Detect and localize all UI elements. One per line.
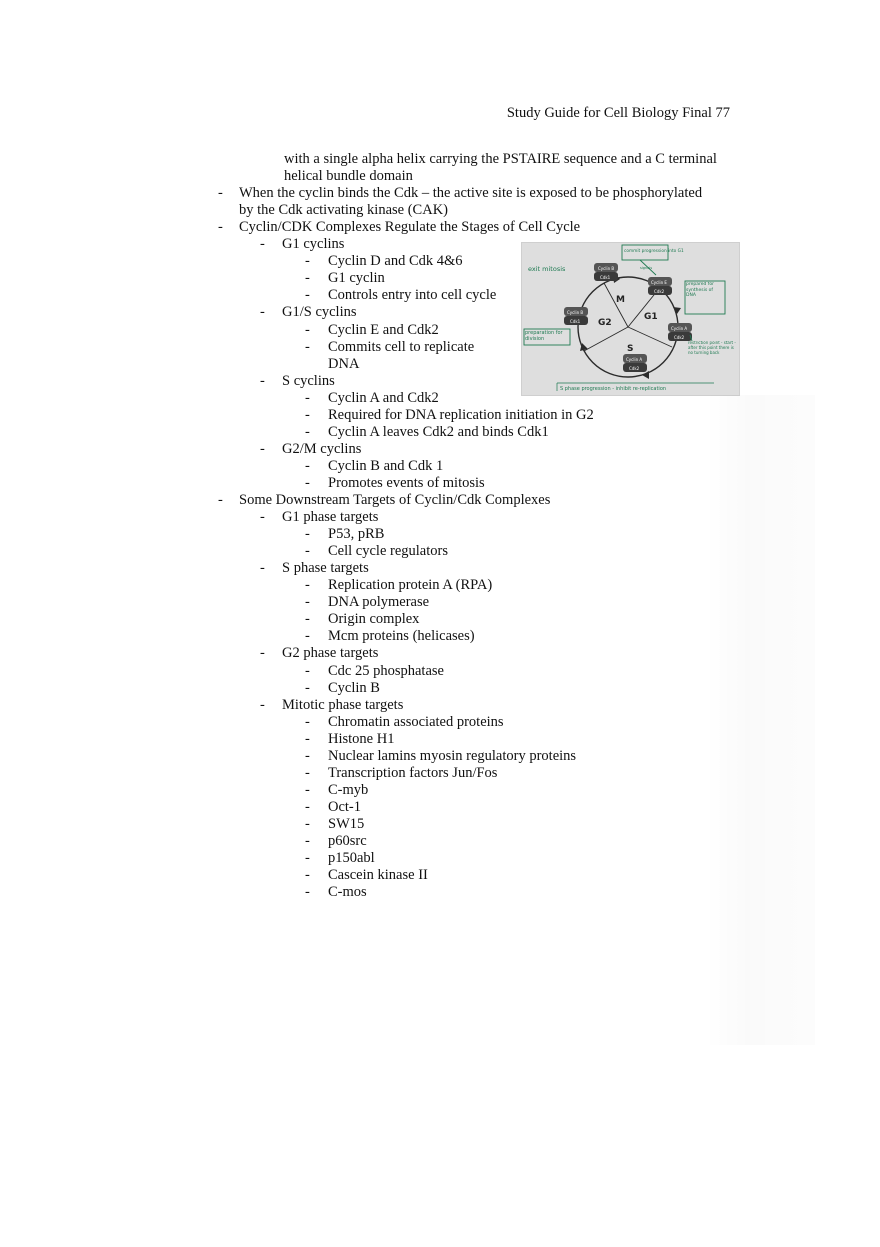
bullet-dash: - — [260, 560, 265, 576]
outline-line: When the cyclin binds the Cdk – the active site is exposed to be phosphorylated — [239, 185, 703, 201]
outline-line: G1 phase targets — [282, 509, 379, 525]
outline-line: Cell cycle regulators — [328, 543, 448, 559]
page-header: Study Guide for Cell Biology Final 77 — [506, 105, 730, 121]
cyclin-label: Cyclin E — [651, 280, 667, 285]
outline-line: Replication protein A (RPA) — [328, 577, 493, 593]
scan-shadow — [705, 395, 815, 1045]
outline-line: G2/M cyclins — [282, 441, 362, 457]
arrowhead-icon — [673, 307, 681, 314]
note-restriction: restriction point - start - after this point there is no turning back — [688, 341, 736, 355]
outline-line: Cyclin A leaves Cdk2 and binds Cdk1 — [328, 424, 549, 440]
outline-line: G1 cyclins — [282, 236, 345, 252]
note-prepared-synthesis: prepared for synthesis of DNA — [686, 282, 714, 298]
bullet-dash: - — [305, 833, 310, 849]
bullet-dash: - — [260, 441, 265, 457]
cdk-label: Cdk1 — [570, 319, 581, 324]
outline-line: Chromatin associated proteins — [328, 714, 504, 730]
outline-line: helical bundle domain — [284, 168, 413, 184]
outline-line: Required for DNA replication initiation in G2 — [328, 407, 594, 423]
bullet-dash: - — [260, 509, 265, 525]
outline-line: with a single alpha helix carrying the PSTAIRE sequence and a C terminal — [284, 151, 717, 167]
outline-line: p60src — [328, 833, 367, 849]
bullet-dash: - — [305, 594, 310, 610]
arrowhead-icon — [642, 371, 649, 379]
bullet-dash: - — [305, 407, 310, 423]
outline-line: Cyclin/CDK Complexes Regulate the Stages of Cell Cycle — [239, 219, 581, 235]
phase-label-g2: G2 — [598, 318, 612, 328]
bullet-dash: - — [305, 543, 310, 559]
bullet-dash: - — [305, 390, 310, 406]
outline-line: G1 cyclin — [328, 270, 385, 286]
bullet-dash: - — [305, 867, 310, 883]
bullet-dash: - — [305, 339, 310, 355]
bullet-dash: - — [305, 714, 310, 730]
complex-top-right — [648, 277, 672, 295]
cell-cycle-figure — [521, 242, 740, 396]
bullet-dash: - — [305, 748, 310, 764]
note-prep-wrap — [525, 330, 570, 346]
bullet-dash: - — [218, 492, 223, 508]
note-prep-division: preparation for division — [525, 330, 563, 342]
outline-line: S phase targets — [282, 560, 369, 576]
bullet-dash: - — [218, 185, 223, 201]
outline-line: Cyclin B and Cdk 1 — [328, 458, 444, 474]
bullet-dash: - — [305, 526, 310, 542]
outline-line: Transcription factors Jun/Fos — [328, 765, 498, 781]
note-s-phase: S phase progression - inhibit re-replication — [560, 386, 667, 392]
bullet-dash: - — [305, 253, 310, 269]
complex-left — [564, 307, 588, 325]
outline-line: Mitotic phase targets — [282, 697, 404, 713]
phase-label-g1: G1 — [644, 312, 658, 322]
cyclin-label: Cyclin A — [671, 326, 688, 331]
bullet-dash: - — [260, 236, 265, 252]
outline-line: DNA polymerase — [328, 594, 430, 610]
outline-line: Oct-1 — [328, 799, 362, 815]
outline-line: p150abl — [328, 850, 375, 866]
bullet-dash: - — [305, 611, 310, 627]
outline-line: Cascein kinase II — [328, 867, 428, 883]
complex-bottom — [623, 354, 647, 372]
bullet-dash: - — [305, 884, 310, 900]
bullet-dash: - — [305, 628, 310, 644]
outline-line: SW15 — [328, 816, 365, 832]
cdk-label: Cdk2 — [629, 366, 640, 371]
outline-line: Histone H1 — [328, 731, 395, 747]
bullet-dash: - — [305, 680, 310, 696]
outline-line: C-myb — [328, 782, 369, 798]
outline-line: DNA — [328, 356, 360, 372]
bullet-dash: - — [305, 663, 310, 679]
bullet-dash: - — [260, 645, 265, 661]
outline-line: Mcm proteins (helicases) — [328, 628, 475, 644]
outline-line: G1/S cyclins — [282, 304, 357, 320]
bullet-dash: - — [305, 424, 310, 440]
bullet-dash: - — [305, 475, 310, 491]
phase-label-m: M — [616, 295, 625, 305]
outline-line: Cyclin E and Cdk2 — [328, 322, 439, 338]
bullet-dash: - — [305, 816, 310, 832]
outline-line: Some Downstream Targets of Cyclin/Cdk Complexes — [239, 492, 551, 508]
outline-line: Cdc 25 phosphatase — [328, 663, 444, 679]
complex-top-left — [594, 263, 618, 281]
cyclin-label: Cyclin A — [626, 357, 643, 362]
outline-line: P53, pRB — [328, 526, 385, 542]
bullet-dash: - — [305, 270, 310, 286]
outline-line: G2 phase targets — [282, 645, 379, 661]
complex-right — [668, 323, 692, 341]
divider-line — [628, 327, 672, 347]
cdk-label: Cdk2 — [674, 335, 685, 340]
cdk-label: Cdk2 — [654, 289, 665, 294]
outline-line: Origin complex — [328, 611, 420, 627]
outline-line: C-mos — [328, 884, 367, 900]
note-prepared-wrap — [686, 282, 724, 314]
bullet-dash: - — [305, 782, 310, 798]
outline-line: Cyclin B — [328, 680, 380, 696]
note-small: signals — [640, 266, 653, 270]
note-restriction-wrap — [688, 341, 736, 371]
bullet-dash: - — [260, 304, 265, 320]
bullet-dash: - — [218, 219, 223, 235]
cyclin-label: Cyclin B — [567, 310, 584, 315]
note-exit-mitosis: exit mitosis — [528, 265, 566, 273]
phase-label-s: S — [627, 344, 634, 354]
note-entry-progression: commit progression into G1 — [624, 249, 684, 254]
bullet-dash: - — [305, 731, 310, 747]
outline-line: Nuclear lamins myosin regulatory proteins — [328, 748, 577, 764]
bullet-dash: - — [305, 322, 310, 338]
cell-cycle-diagram — [522, 243, 739, 395]
bullet-dash: - — [260, 697, 265, 713]
cyclin-label: Cyclin B — [598, 266, 615, 271]
bullet-dash: - — [305, 765, 310, 781]
outline-line: Commits cell to replicate — [328, 339, 475, 355]
bullet-dash: - — [305, 458, 310, 474]
divider-line — [584, 327, 628, 351]
bullet-dash: - — [305, 850, 310, 866]
outline-line: S cyclins — [282, 373, 335, 389]
cdk-label: Cdk1 — [600, 275, 611, 280]
bullet-dash: - — [305, 287, 310, 303]
outline-line: Controls entry into cell cycle — [328, 287, 497, 303]
outline-line: Cyclin A and Cdk2 — [328, 390, 439, 406]
outline-line: Cyclin D and Cdk 4&6 — [328, 253, 463, 269]
outline-line: by the Cdk activating kinase (CAK) — [239, 202, 448, 218]
bullet-dash: - — [305, 577, 310, 593]
bullet-dash: - — [305, 799, 310, 815]
outline-line: Promotes events of mitosis — [328, 475, 485, 491]
bullet-dash: - — [260, 373, 265, 389]
